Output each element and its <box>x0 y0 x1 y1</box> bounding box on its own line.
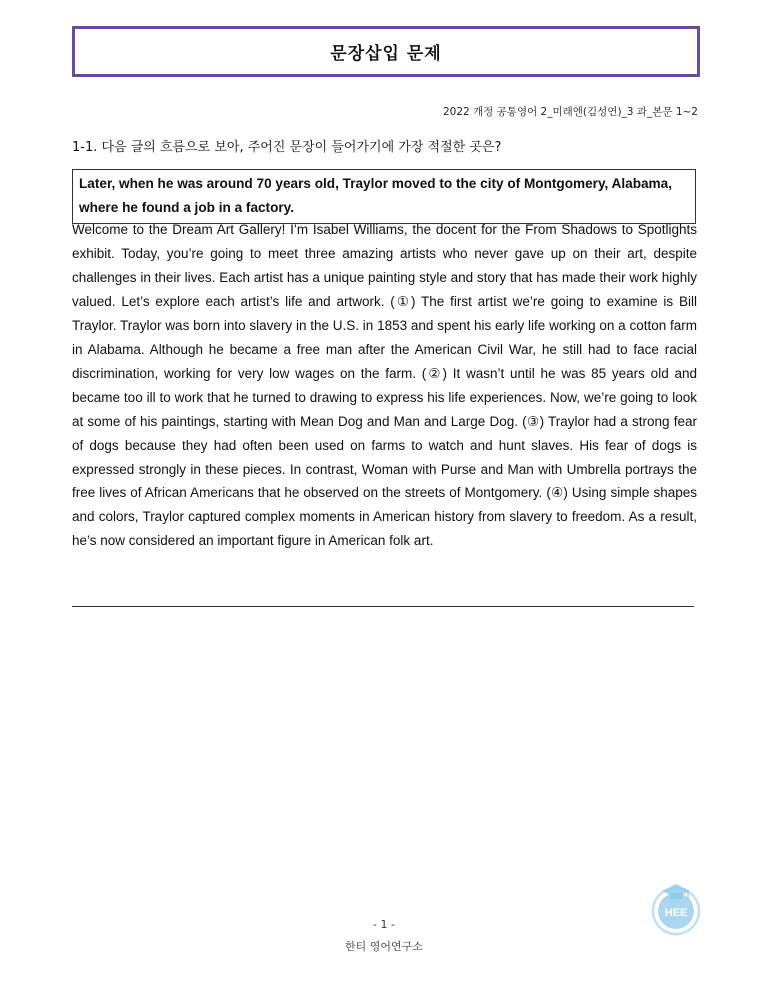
logo-text: HEE <box>664 907 688 919</box>
question-prompt: 1-1. 다음 글의 흐름으로 보아, 주어진 문장이 들어가기에 가장 적절한 곳은? <box>72 140 502 155</box>
page-number: - 1 - <box>373 918 395 931</box>
passage-text: Welcome to the Dream Art Gallery! I’m Isabel Williams, the docent for the From Shadows to Spotlights exhibit. Today, you’re going to meet three amazing artists who never gave up on their art, despite challenges in their lives. Each artist has a unique painting style and story that has made their work highly valued. Let’s explore each artist’s life and artwork. (①) The first artist we’re going to examine is Bill Traylor. Traylor was born into slavery in the U.S. in 1853 and spent his early life working on a cotton farm in Alabama. Although he became a free man after the American Civil War, he still had to face racial discrimination, working for very low wages on the farm. (②) It wasn’t until he was 85 years old and became too ill to work that he turned to drawing to express his life experiences. Now, we’re going to look at some of his paintings, starting with Mean Dog and Man and Large Dog. (③) Traylor had a strong fear of dogs because they had often been used on farms to watch and hunt slaves. His fear of dogs is expressed strongly in these pieces. In contrast, Woman with Purse and Man with Umbrella portrays the free lives of African Americans that he observed on the streets of Montgomery. (④) Using simple shapes and colors, Traylor captured complex moments in American history from slavery to freedom. As a result, he’s now considered an important figure in American folk art. <box>72 222 697 549</box>
given-sentence: Later, when he was around 70 years old, Traylor moved to the city of Montgomery, Alabama, where he found a job in a factory. <box>79 176 672 215</box>
publisher-footer: 한티 영어연구소 <box>345 940 423 953</box>
given-sentence-box <box>72 169 696 224</box>
answer-divider <box>72 606 694 607</box>
title-box <box>72 26 700 77</box>
hee-logo-icon <box>646 878 706 938</box>
source-label: 2022 개정 공통영어 2_미래엔(김성연)_3 과_본문 1~2 <box>442 106 698 118</box>
page-title: 문장삽입 문제 <box>330 44 442 64</box>
